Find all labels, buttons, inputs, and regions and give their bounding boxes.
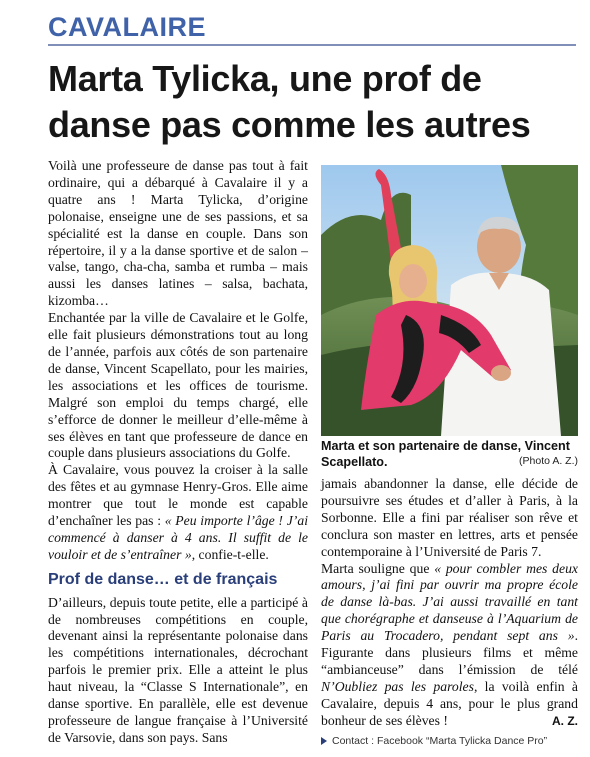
paragraph-studies: jamais abandonner la danse, elle décide de poursuivre ses études et d’aller à Paris, à la Sorbonne. Elle a fini par réaliser son rêve et conclura son master en lettres, arts et pensée contemporaine à l’Université de Paris 7.	[321, 476, 578, 559]
paragraph-cavalaire-text: À Cavalaire, vous pouvez la croiser à la salle des fêtes et au gymnase Henry-Gros. Elle aime montrer que tout le monde est capable d’enchaîner les pas :	[48, 462, 308, 529]
rubric-divider	[48, 44, 576, 46]
tv-show-title: N’Oubliez pas les paroles	[321, 678, 474, 694]
quote-age: « Peu importe l’âge ! J’ai commencé à danser à 4 ans. Il suffit de le vouloir et de s’entraîner »	[48, 513, 308, 562]
section-rubric: CAVALAIRE	[48, 12, 206, 42]
author-byline: A. Z.	[552, 713, 578, 728]
quote-two-loves: « pour combler mes deux amours, j’ai fini par ouvrir ma propre école de danse là-bas. J’ai aussi travaillé en tant que chorégraphe et danseuse à l’Aquarium de Paris au Trocadero, pendant sept ans »	[321, 560, 578, 644]
paragraph-school	[321, 561, 578, 730]
triangle-bullet-icon	[321, 737, 327, 745]
paragraph-demonstrations: Enchantée par la ville de Cavalaire et le Golfe, elle fait plusieurs démonstrations tout au long de l’année, parfois aux côtés de son partenaire de danse, Vincent Scapellato, pour les mairies, les associations et les offices de tourisme. Malgré son emploi du temps chargé, elle s’efforce de donner le meilleur d’elle-même à ses élèves en tant que professeure de dance en couple dans plusieurs associations du Golfe.	[48, 310, 308, 461]
article-column-1	[48, 158, 308, 747]
article-headline: Marta Tylicka, une prof de danse pas comme les autres	[48, 58, 531, 145]
paragraph-school-text: Marta souligne que	[321, 560, 435, 576]
paragraph-school-end: , la voilà enfin à Cavalaire, depuis 4 ans, pour le plus grand bonheur de ses élèves !	[321, 678, 578, 728]
dancers-photo-illustration	[321, 165, 578, 436]
photo-credit: (Photo A. Z.)	[519, 455, 578, 467]
article-column-2	[321, 476, 578, 730]
article-photo	[321, 165, 578, 436]
contact-line	[321, 735, 547, 747]
paragraph-cavalaire-end: , confie-t-elle.	[191, 546, 269, 562]
paragraph-cavalaire	[48, 462, 308, 563]
paragraph-school-mid: . Figurante dans plusieurs films et même “ambianceuse” dans l’émission de télé	[321, 628, 578, 677]
paragraph-intro: Voilà une professeure de danse pas tout à fait ordinaire, qui a débarqué à Cavalaire il y a quatre ans ! Marta Tylicka, d’origine polonaise, enseigne une de ses passions, et sa spécialité est la danse en couple. Dans son répertoire, il y a la danse sportive et de salon – valse, tango, cha-cha, samba et rumba – mais aussi les danses latines – salsa, bachata, kizomba…	[48, 158, 308, 309]
photo-caption: Marta et son partenaire de danse, Vincent Scapellato.	[321, 439, 570, 469]
section-subhead: Prof de danse… et de français	[48, 570, 278, 588]
contact-text: Contact : Facebook “Marta Tylicka Dance Pro”	[332, 735, 548, 747]
paragraph-competitions: D’ailleurs, depuis toute petite, elle a participé à de nombreuses compétitions en couple, devenant ainsi la représentante polonaise dans les compétitions internationales, décrochant parfois le premier prix. Elle a atteint le plus haut niveau, la “Classe S Internationale”, en danse sportive. En parallèle, elle est devenue professeure de langue française à l’Université de Varsovie, dans son pays. Sans	[48, 594, 308, 745]
